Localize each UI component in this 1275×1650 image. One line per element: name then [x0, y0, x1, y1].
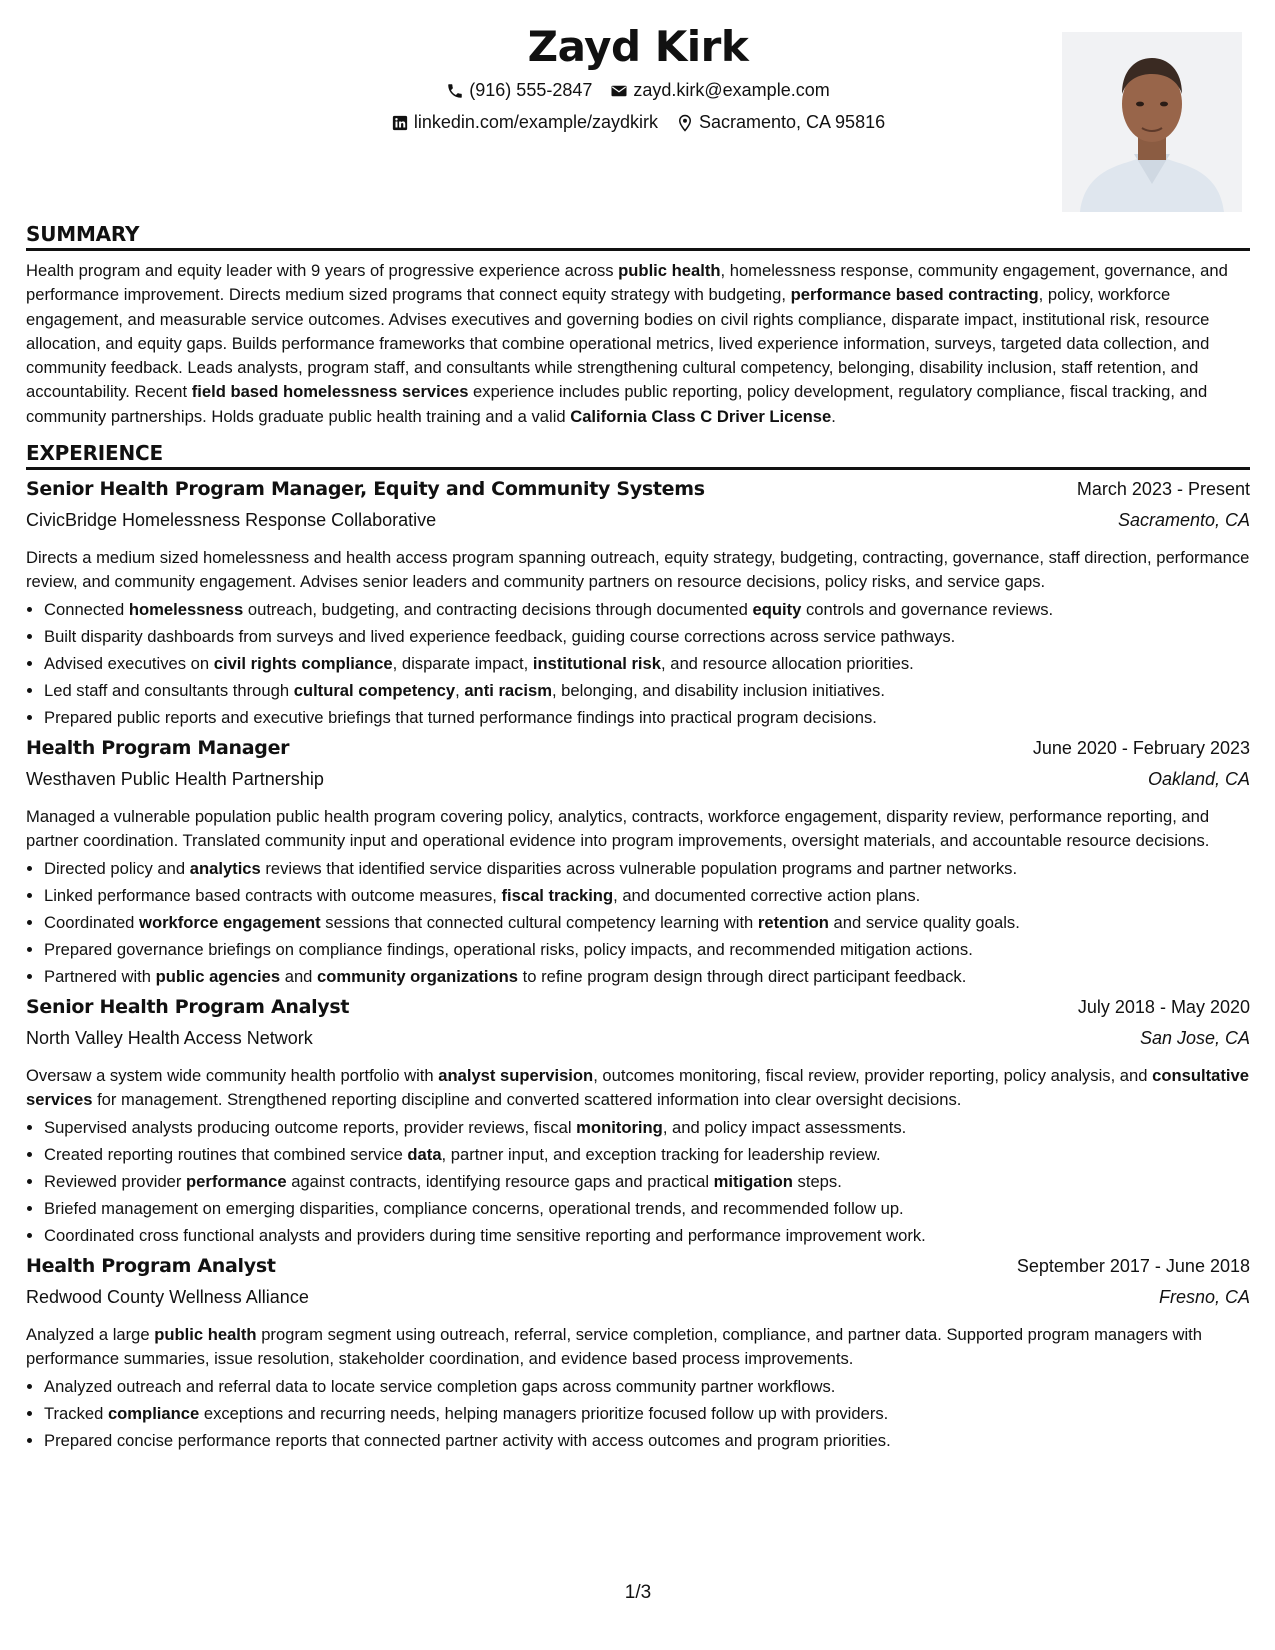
job-bullet: • Partnered with public agencies and community organizations to refine program design through direct participant feedback.: [44, 963, 1250, 990]
job-description: Directs a medium sized homelessness and health access program spanning outreach, equity strategy, budgeting, contracting, governance, staff direction, performance review, and community engagement. Advises senior leaders and community partners on resource decisions, policy risks, and service gaps.: [26, 548, 1250, 592]
job-organization: CivicBridge Homelessness Response Collaborative: [26, 510, 437, 531]
phone-icon: [446, 82, 464, 100]
job-bullet: • Prepared concise performance reports that connected partner activity with access outcomes and program priorities.: [44, 1427, 1250, 1454]
job-description: Analyzed a large public health program segment using outreach, referral, service completion, compliance, and partner data. Supported program managers with performance summaries, issue resolution, stakeholder coordination, and evidence based process improvements.: [26, 1325, 1202, 1369]
map-pin-icon: [676, 114, 694, 132]
job-bullet: • Directed policy and analytics reviews that identified service disparities across vulnerable population programs and partner networks.: [44, 855, 1250, 882]
job-bullet: • Created reporting routines that combined service data, partner input, and exception tracking for leadership review.: [44, 1141, 1250, 1168]
location-contact: [676, 112, 885, 133]
job-bullets: [26, 855, 1250, 990]
job-bullet: • Briefed management on emerging disparities, compliance concerns, operational trends, and recommended follow up.: [44, 1195, 1250, 1222]
summary-heading: SUMMARY: [26, 222, 1250, 251]
job-bullet: • Reviewed provider performance against contracts, identifying resource gaps and practical mitigation steps.: [44, 1168, 1250, 1195]
job-dates: March 2023 - Present: [1076, 479, 1250, 500]
summary-section: [26, 222, 1250, 429]
profile-photo: [1062, 32, 1242, 212]
job-entry: [26, 1255, 1250, 1454]
phone-contact[interactable]: [446, 80, 592, 101]
job-bullet: • Prepared public reports and executive briefings that turned performance findings into practical program decisions.: [44, 704, 1250, 731]
job-location: Fresno, CA: [1158, 1287, 1250, 1308]
job-bullet: • Built disparity dashboards from surveys and lived experience feedback, guiding course corrections across service pathways.: [44, 623, 1250, 650]
job-location: San Jose, CA: [1139, 1028, 1250, 1049]
job-organization: Redwood County Wellness Alliance: [26, 1287, 309, 1308]
job-bullet: • Advised executives on civil rights compliance, disparate impact, institutional risk, and resource allocation priorities.: [44, 650, 1250, 677]
job-title: Senior Health Program Analyst: [26, 996, 350, 1019]
job-bullet: • Led staff and consultants through cultural competency, anti racism, belonging, and disability inclusion initiatives.: [44, 677, 1250, 704]
job-bullets: [26, 596, 1250, 731]
job-organization: Westhaven Public Health Partnership: [26, 769, 324, 790]
job-dates: July 2018 - May 2020: [1077, 997, 1250, 1018]
job-location: Oakland, CA: [1147, 769, 1250, 790]
email-text: zayd.kirk@example.com: [633, 80, 830, 100]
candidate-name: Zayd Kirk: [527, 22, 749, 71]
job-title: Health Program Manager: [26, 737, 290, 760]
job-bullet: • Linked performance based contracts with outcome measures, fiscal tracking, and documented corrective action plans.: [44, 882, 1250, 909]
phone-text: (916) 555-2847: [469, 80, 593, 100]
job-title: Senior Health Program Manager, Equity and Community Systems: [26, 478, 705, 501]
job-bullets: [26, 1114, 1250, 1249]
resume-page: [26, 0, 1250, 1650]
job-description: Oversaw a system wide community health portfolio with analyst supervision, outcomes monitoring, fiscal review, provider reporting, policy analysis, and consultative services for management. Strengthened reporting discipline and converted scattered information into clear oversight decisions.: [26, 1066, 1249, 1110]
job-description: Managed a vulnerable population public health program covering policy, analytics, contracts, workforce engagement, disparity review, performance reporting, and partner coordination. Translated community input and operational evidence into program improvements, oversight materials, and accountable resource decisions.: [26, 807, 1210, 851]
linkedin-contact[interactable]: [391, 112, 658, 133]
job-bullet: • Supervised analysts producing outcome reports, provider reviews, fiscal monitoring, and policy impact assessments.: [44, 1114, 1250, 1141]
job-location: Sacramento, CA: [1117, 510, 1250, 531]
job-bullets: [26, 1373, 1250, 1454]
job-entry: [26, 996, 1250, 1249]
job-title: Health Program Analyst: [26, 1255, 276, 1278]
experience-section: [26, 441, 1250, 1454]
job-dates: September 2017 - June 2018: [1016, 1256, 1250, 1277]
experience-heading: EXPERIENCE: [26, 441, 1250, 470]
email-contact[interactable]: [610, 80, 829, 101]
job-entry: [26, 737, 1250, 990]
linkedin-text: linkedin.com/example/zaydkirk: [413, 112, 658, 132]
job-bullet: • Prepared governance briefings on compliance findings, operational risks, policy impacts, and recommended mitigation actions.: [44, 936, 1250, 963]
job-bullet: • Coordinated workforce engagement sessions that connected cultural competency learning with retention and service quality goals.: [44, 909, 1250, 936]
job-organization: North Valley Health Access Network: [26, 1028, 313, 1049]
job-dates: June 2020 - February 2023: [1032, 738, 1250, 759]
job-entry: [26, 478, 1250, 731]
job-bullet: • Coordinated cross functional analysts and providers during time sensitive reporting and performance improvement work.: [44, 1222, 1250, 1249]
location-text: Sacramento, CA 95816: [698, 112, 886, 132]
summary-text: Health program and equity leader with 9 years of progressive experience across public health, homelessness response, community engagement, governance, and performance improvement. Directs medium sized programs that connect equity strategy with budgeting, performance based contracting, policy, workforce engagement, and measurable service outcomes. Advises executives and governing bodies on civil rights compliance, disparate impact, institutional risk, resource allocation, and equity gaps. Builds performance frameworks that combine operational metrics, lived experience information, surveys, targeted data collection, and community feedback. Leads analysts, program staff, and consultants while strengthening cultural competency, belonging, disability inclusion, staff retention, and accountability. Recent field based homelessness services experience includes public reporting, policy development, regulatory compliance, fiscal tracking, and community partnerships. Holds graduate public health training and a valid California Class C Driver License.: [26, 261, 1228, 426]
resume-header: [26, 0, 1250, 222]
envelope-icon: [610, 82, 628, 100]
job-bullet: • Tracked compliance exceptions and recurring needs, helping managers prioritize focused follow up with providers.: [44, 1400, 1250, 1427]
page-number: 1/3: [624, 1582, 652, 1603]
linkedin-icon: [391, 114, 409, 132]
job-bullet: • Analyzed outreach and referral data to locate service completion gaps across community partner workflows.: [44, 1373, 1250, 1400]
job-bullet: • Connected homelessness outreach, budgeting, and contracting decisions through documented equity controls and governance reviews.: [44, 596, 1250, 623]
